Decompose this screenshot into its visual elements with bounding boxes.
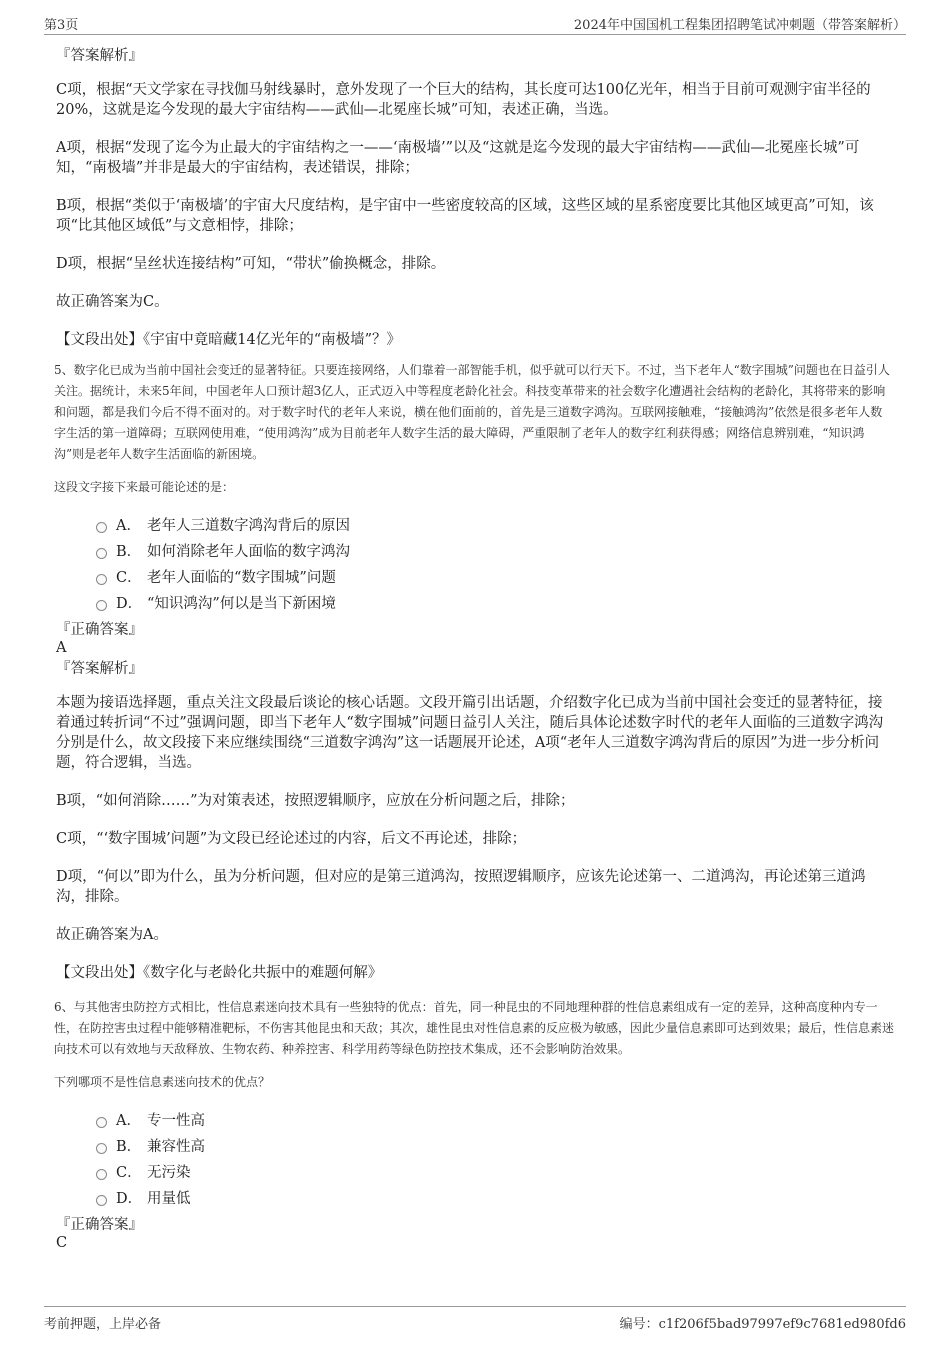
radio-button-icon[interactable]: [96, 1117, 107, 1128]
radio-button-icon[interactable]: [96, 1143, 107, 1154]
q5-option-b[interactable]: [96, 539, 894, 565]
q6-option-b[interactable]: [96, 1134, 894, 1160]
option-letter: A．: [116, 518, 141, 534]
q5-prompt: 这段文字接下来最可能论述的是：: [54, 480, 235, 494]
q5-answer-conclusion: 故正确答案为A。: [56, 927, 168, 943]
option-letter: C．: [116, 1165, 142, 1181]
q5-answer: A: [56, 640, 67, 656]
document-body: [56, 46, 894, 1256]
option-letter: B．: [116, 1139, 142, 1155]
q5-options: [96, 513, 894, 617]
q5-analysis-para: D项，“何以”即为什么，虽为分析问题，但对应的是第三道鸿沟，按照逻辑顺序，应该先论述第一、二道鸿沟，再论述第三道鸿沟，排除。: [56, 869, 866, 905]
footer-slogan: 考前押题，上岸必备: [44, 1317, 162, 1332]
q5-analysis-para: B项，“如何消除……”为对策表述，按照逻辑顺序，应放在分析问题之后，排除；: [56, 793, 575, 809]
q4-analysis-label: 『答案解析』: [56, 48, 143, 64]
page-footer: [44, 1306, 906, 1333]
option-letter: A．: [116, 1113, 141, 1129]
option-text: 老年人三道数字鸿沟背后的原因: [147, 518, 350, 534]
option-letter: B．: [116, 544, 142, 560]
option-letter: D．: [116, 1191, 143, 1207]
option-text: 兼容性高: [147, 1139, 205, 1155]
radio-button-icon[interactable]: [96, 574, 107, 585]
document-title: 2024年中国国机工程集团招聘笔试冲刺题（带答案解析）: [573, 18, 906, 33]
option-text: 专一性高: [147, 1113, 205, 1129]
q5-answer-label: 『正确答案』: [56, 622, 143, 638]
option-text: 用量低: [147, 1191, 191, 1207]
q4-answer-conclusion: 故正确答案为C。: [56, 294, 169, 310]
q4-analysis-para: B项，根据“类似于‘南极墙’的宇宙大尺度结构，是宇宙中一些密度较高的区域，这些区域的星系密度要比其他区域更高”可知，该项“比其他区域低”与文意相悖，排除；: [56, 198, 874, 234]
q5-source: 【文段出处】《数字化与老龄化共振中的难题何解》: [56, 965, 383, 981]
radio-button-icon[interactable]: [96, 1169, 107, 1180]
q5-analysis-para: C项，“‘数字围城’问题”为文段已经论述过的内容，后文不再论述，排除；: [56, 831, 527, 847]
q6-option-d[interactable]: [96, 1186, 894, 1212]
option-letter: C．: [116, 570, 142, 586]
q5-question-text: 5、数字化已成为当前中国社会变迁的显著特征。只要连接网络，人们靠着一部智能手机，似乎就可以行天下。不过，当下老年人“数字围城”问题也在日益引人关注。据统计，未来5年间，中国老年人口预计超3亿人，正式迈入中等程度老龄化社会。科技变革带来的社会数字化遭遇社会结构的老龄化，其将带来的影响和问题，都是我们今后不得不面对的。对于数字时代的老年人来说，横在他们面前的，首先是三道数字鸿沟。互联网接触难，“接触鸿沟”依然是很多老年人数字生活的第一道障碍；互联网使用难，“使用鸿沟”成为目前老年人数字生活的最大障碍，严重限制了老年人的数字红利获得感；网络信息辨别难，“知识鸿沟”则是老年人数字生活面临的新困境。: [54, 363, 890, 461]
page-number: 第3页: [44, 18, 79, 33]
q5-option-a[interactable]: [96, 513, 894, 539]
radio-button-icon[interactable]: [96, 600, 107, 611]
q4-analysis-para: A项，根据“发现了迄今为止最大的宇宙结构之一——‘南极墙’”以及“这就是迄今发现的最大宇宙结构——武仙—北冕座长城”可知，“南极墙”并非是最大的宇宙结构，表述错误，排除；: [56, 140, 860, 176]
q4-source: 【文段出处】《宇宙中竟暗藏14亿光年的“南极墙”？》: [56, 332, 402, 348]
q5-analysis-label: 『答案解析』: [56, 661, 143, 677]
q6-options: [96, 1108, 894, 1212]
q6-answer: C: [56, 1235, 68, 1251]
radio-button-icon[interactable]: [96, 548, 107, 559]
q6-option-a[interactable]: [96, 1108, 894, 1134]
q4-analysis-para: C项，根据“天文学家在寻找伽马射线暴时，意外发现了一个巨大的结构，其长度可达100亿光年，相当于目前可观测宇宙半径的 20%，这就是迄今发现的最大宇宙结构——武仙—北冕座长城”可知，表述正确，当选。: [56, 82, 871, 118]
radio-button-icon[interactable]: [96, 1195, 107, 1206]
q6-prompt: 下列哪项不是性信息素迷向技术的优点？: [54, 1075, 271, 1089]
q6-answer-label: 『正确答案』: [56, 1217, 143, 1233]
option-letter: D．: [116, 596, 143, 612]
document-code: 编号：c1f206f5bad97997ef9c7681ed980fd6: [619, 1317, 906, 1332]
q5-analysis-para: 本题为接语选择题，重点关注文段最后谈论的核心话题。文段开篇引出话题，介绍数字化已成为当前中国社会变迁的显著特征，接着通过转折词“不过”强调问题，即当下老年人“数字围城”问题日益引人关注，随后具体论述数字时代的老年人面临的三道数字鸿沟分别是什么，故文段接下来应继续围绕“三道数字鸿沟”这一话题展开论述，A项“老年人三道数字鸿沟背后的原因”为进一步分析问题，符合逻辑，当选。: [56, 695, 884, 771]
option-text: 无污染: [147, 1165, 191, 1181]
option-text: “知识鸿沟”何以是当下新困境: [147, 596, 336, 612]
option-text: 老年人面临的“数字围城”问题: [147, 570, 336, 586]
q4-analysis-para: D项，根据“呈丝状连接结构”可知，“带状”偷换概念，排除。: [56, 256, 446, 272]
q6-option-c[interactable]: [96, 1160, 894, 1186]
page-header: [44, 14, 906, 35]
option-text: 如何消除老年人面临的数字鸿沟: [147, 544, 350, 560]
q6-question-text: 6、与其他害虫防控方式相比，性信息素迷向技术具有一些独特的优点：首先，同一种昆虫的不同地理种群的性信息素组成有一定的差异，这种高度种内专一性，在防控害虫过程中能够精准靶标，不伤害其他昆虫和天敌；其次，雄性昆虫对性信息素的反应极为敏感，因此少量信息素即可达到效果；最后，性信息素迷向技术可以有效地与天敌释放、生物农药、种养控害、科学用药等绿色防控技术集成，还不会影响防治效果。: [54, 1000, 895, 1056]
radio-button-icon[interactable]: [96, 522, 107, 533]
q5-option-c[interactable]: [96, 565, 894, 591]
q5-option-d[interactable]: [96, 591, 894, 617]
